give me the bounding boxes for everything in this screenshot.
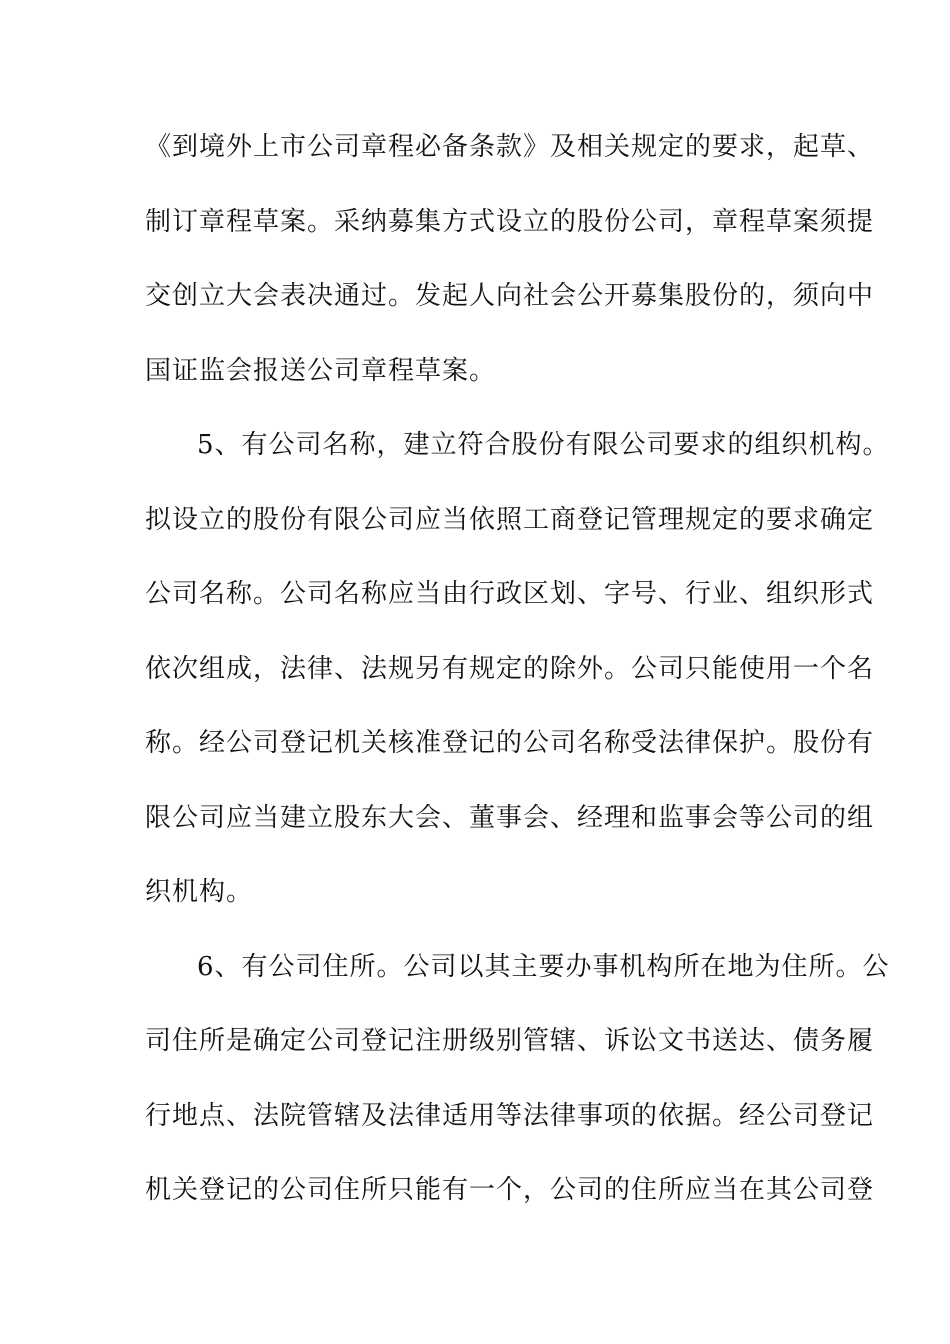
- text-line: 国证监会报送公司章程草案。: [145, 355, 497, 386]
- text-line: 制订章程草案。采纳募集方式设立的股份公司，章程草案须提: [145, 206, 875, 237]
- text-line: 行地点、法院管辖及法律适用等法律事项的依据。经公司登记: [145, 1100, 875, 1131]
- text-line: 《到境外上市公司章程必备条款》及相关规定的要求，起草、: [145, 132, 875, 162]
- text-line: 织机构。: [145, 877, 254, 907]
- text-line: 交创立大会表决通过。发起人向社会公开募集股份的，须向中: [145, 281, 875, 311]
- section-5-heading-line: 5、有公司名称，建立符合股份有限公司要求的组织机构。: [197, 430, 890, 460]
- text-line: 公司名称。公司名称应当由行政区划、字号、行业、组织形式: [145, 579, 875, 609]
- text-line: 拟设立的股份有限公司应当依照工商登记管理规定的要求确定: [145, 504, 875, 535]
- section-6-heading-line: 6、有公司住所。公司以其主要办事机构所在地为住所。公: [197, 951, 890, 982]
- document-body: [145, 125, 890, 1243]
- text-line: 限公司应当建立股东大会、董事会、经理和监事会等公司的组: [145, 802, 875, 833]
- text-line: 机关登记的公司住所只能有一个，公司的住所应当在其公司登: [145, 1175, 875, 1205]
- text-line: 称。经公司登记机关核准登记的公司名称受法律保护。股份有: [145, 728, 875, 758]
- text-line: 依次组成，法律、法规另有规定的除外。公司只能使用一个名: [145, 653, 875, 684]
- text-line: 司住所是确定公司登记注册级别管辖、诉讼文书送达、债务履: [145, 1026, 875, 1056]
